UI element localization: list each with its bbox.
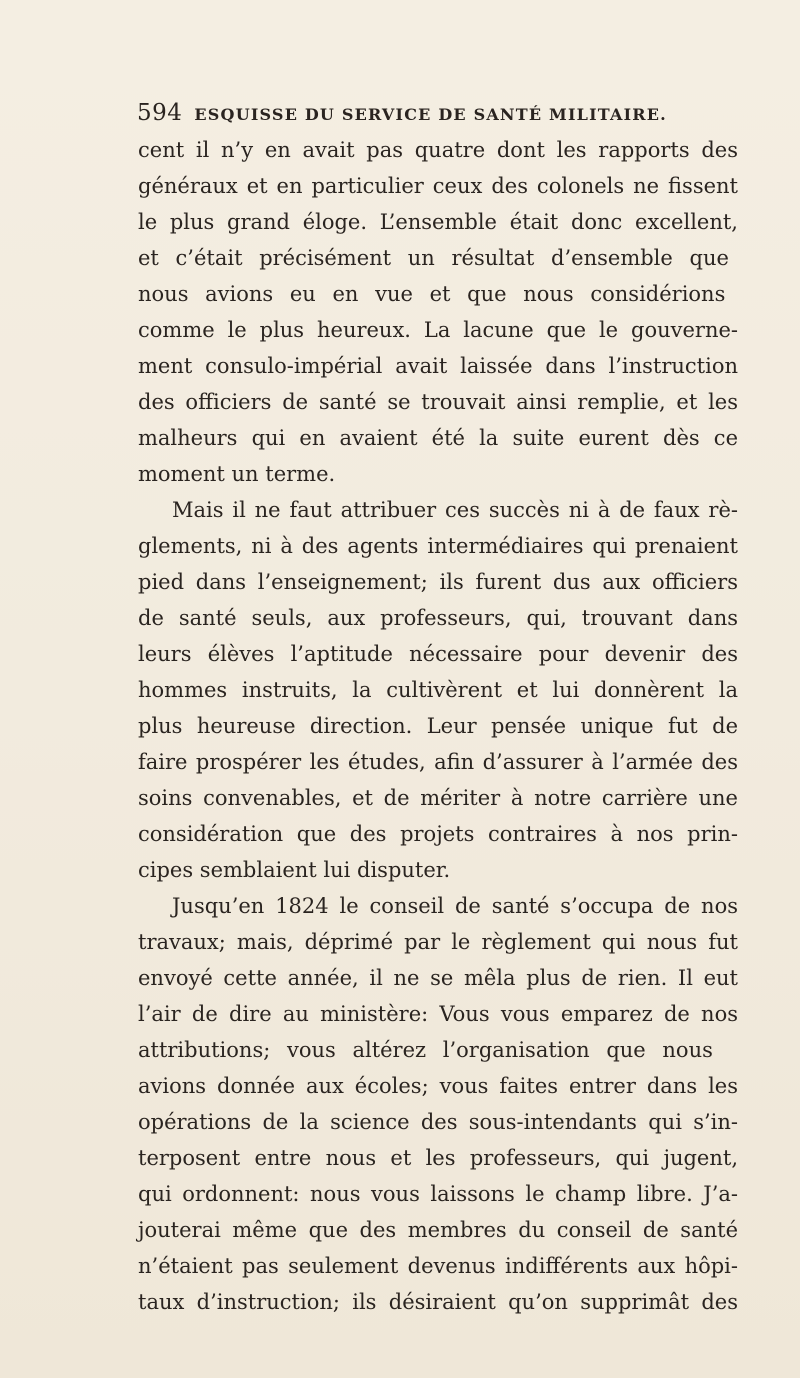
paragraph-first-line: Jusqu’en 1824 le conseil de santé s’occupa de nos (172, 894, 738, 918)
text-line: généraux et en particulier ceux des colonels ne fissent (138, 174, 738, 198)
text-line: jouterai même que des membres du conseil de santé (138, 1218, 738, 1242)
text-line: l’air de dire au ministère: Vous vous emparez de nos (138, 1002, 738, 1026)
text-line: ment consulo-impérial avait laissée dans l’instruction (138, 354, 738, 378)
body-text (138, 132, 738, 1320)
page-number: 594 (137, 100, 183, 126)
text-line: comme le plus heureux. La lacune que le gouverne- (138, 318, 738, 342)
text-line: cipes semblaient lui disputer. (138, 858, 451, 882)
text-line: qui ordonnent: nous vous laissons le champ libre. J’a- (138, 1182, 738, 1206)
text-line: soins convenables, et de mériter à notre carrière une (138, 786, 738, 810)
text-line: avions donnée aux écoles; vous faites entrer dans les (138, 1074, 738, 1098)
text-line: de santé seuls, aux professeurs, qui, trouvant dans (138, 606, 738, 630)
text-line: leurs élèves l’aptitude nécessaire pour devenir des (138, 642, 738, 666)
running-title: ESQUISSE DU SERVICE DE SANTÉ MILITAIRE. (194, 105, 667, 124)
text-line: nous avions eu en vue et que nous considérions (138, 282, 726, 306)
text-line: et c’était précisément un résultat d’ensemble que (138, 246, 729, 270)
text-line: des officiers de santé se trouvait ainsi remplie, et les (138, 390, 738, 414)
text-line: considération que des projets contraires à nos prin- (138, 822, 738, 846)
text-line: envoyé cette année, il ne se mêla plus de rien. Il eut (138, 966, 738, 990)
text-line: moment un terme. (138, 462, 336, 486)
text-line: malheurs qui en avaient été la suite eurent dès ce (138, 426, 738, 450)
text-line: terposent entre nous et les professeurs, qui jugent, (138, 1146, 738, 1170)
text-line: hommes instruits, la cultivèrent et lui donnèrent la (138, 678, 738, 702)
text-line: opérations de la science des sous-intendants qui s’in- (138, 1110, 738, 1134)
text-line: taux d’instruction; ils désiraient qu’on supprimât des (138, 1290, 738, 1314)
text-line: pied dans l’enseignement; ils furent dus aux officiers (138, 570, 738, 594)
text-line: glements, ni à des agents intermédiaires qui prenaient (138, 534, 738, 558)
text-line: faire prospérer les études, afin d’assurer à l’armée des (138, 750, 738, 774)
paragraph-first-line: Mais il ne faut attribuer ces succès ni à de faux rè- (172, 498, 738, 522)
page-header (137, 100, 697, 134)
text-line: le plus grand éloge. L’ensemble était donc excellent, (138, 210, 738, 234)
text-line: cent il n’y en avait pas quatre dont les rapports des (138, 138, 738, 162)
text-line: plus heureuse direction. Leur pensée unique fut de (138, 714, 738, 738)
text-line: travaux; mais, déprimé par le règlement qui nous fut (138, 930, 738, 954)
text-line: n’étaient pas seulement devenus indifférents aux hôpi- (138, 1254, 738, 1278)
text-line: attributions; vous altérez l’organisation que nous (138, 1038, 713, 1062)
